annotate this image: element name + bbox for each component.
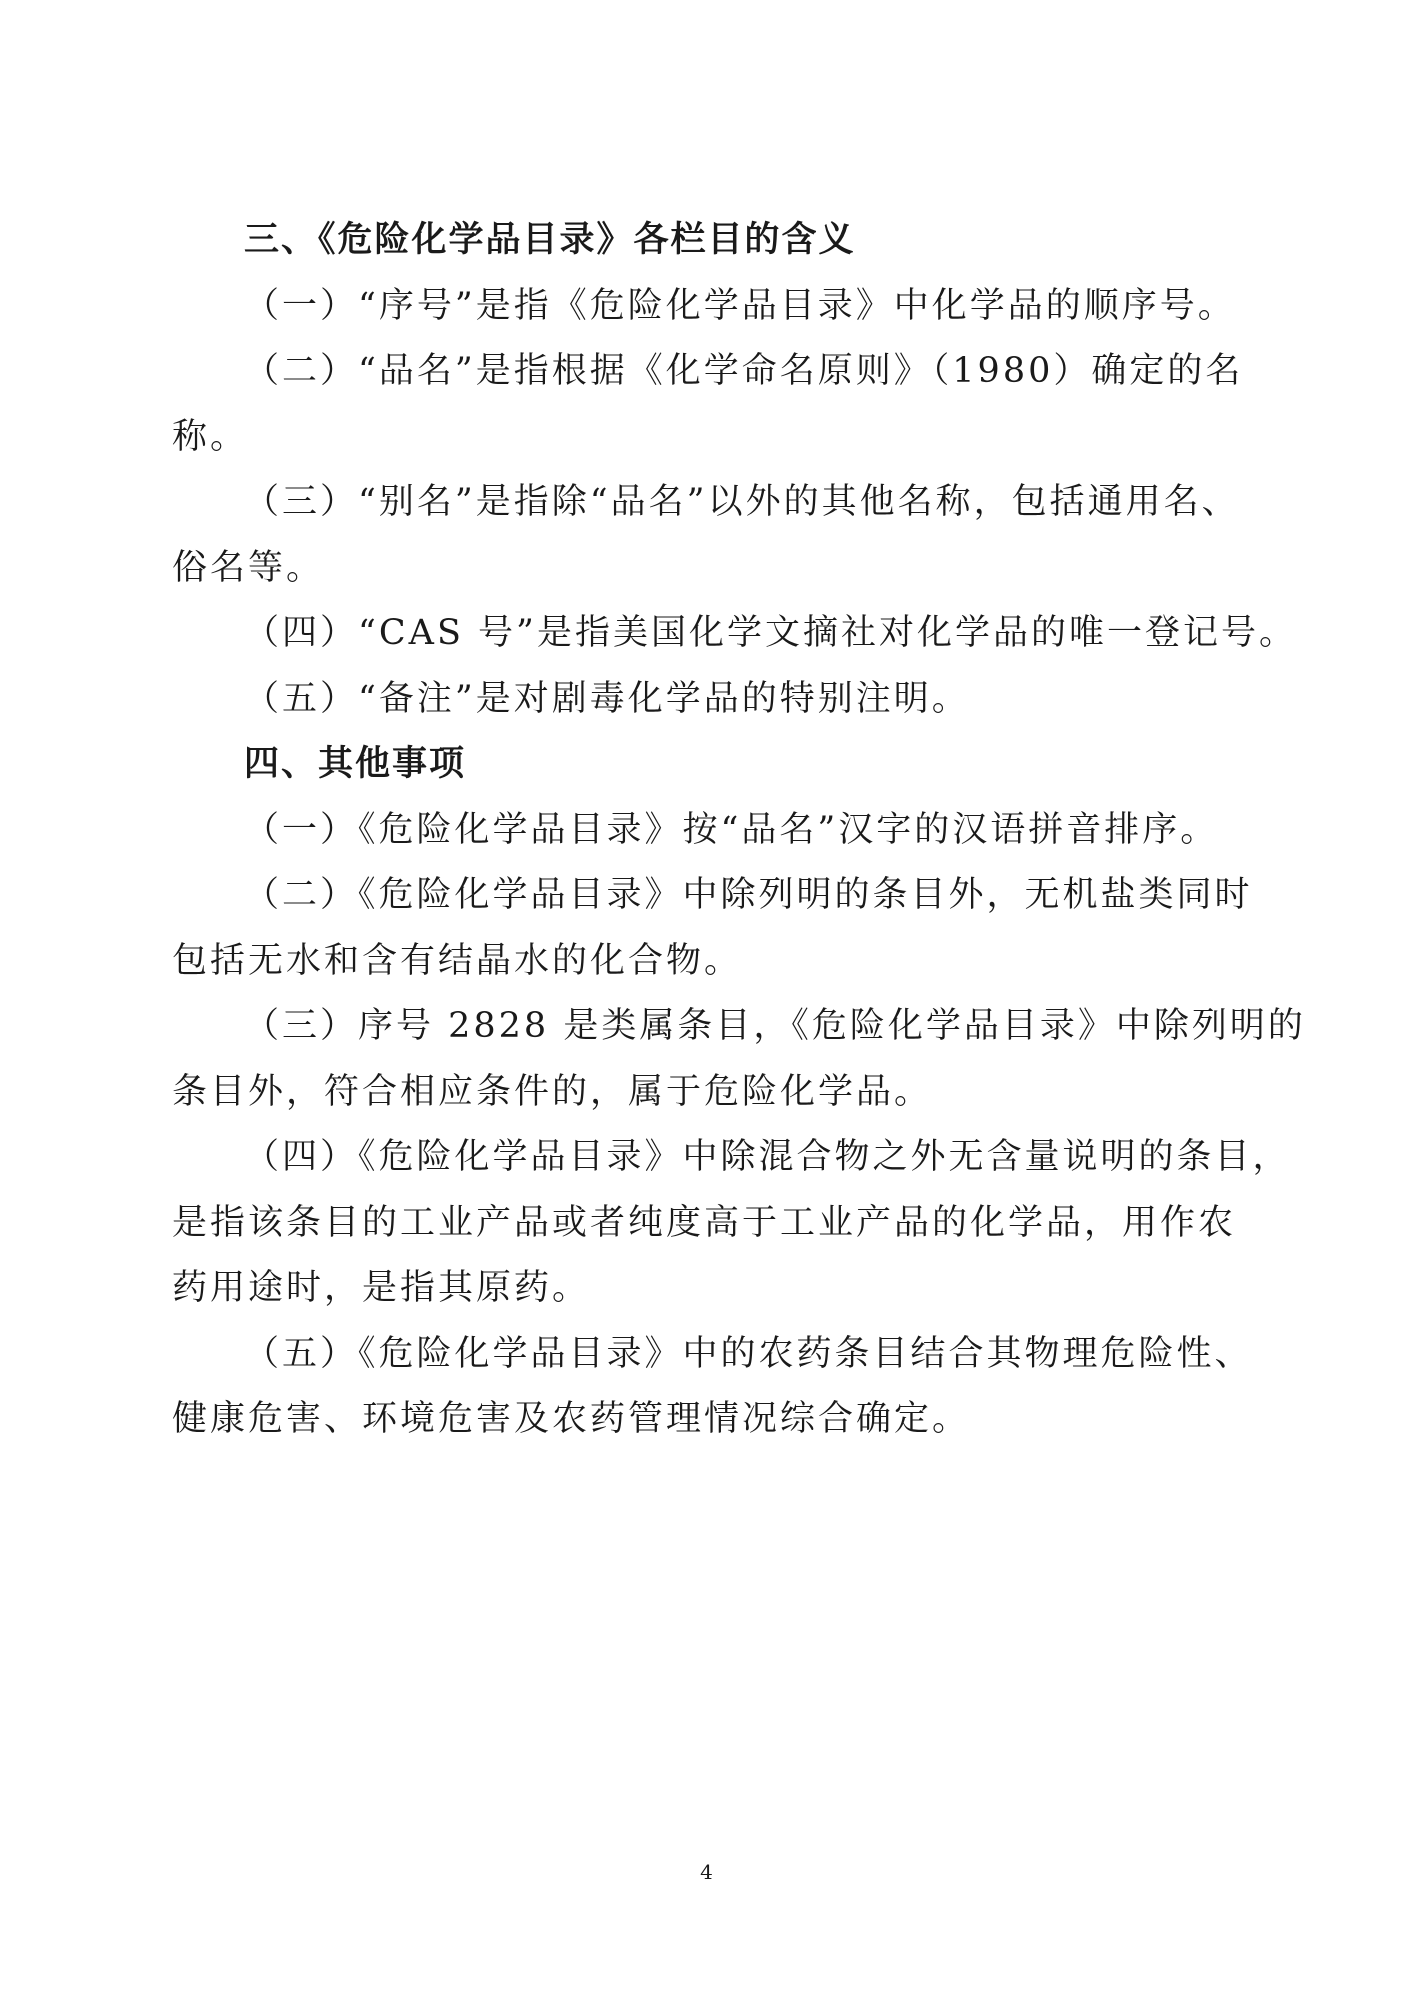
section3-item-5 [172,667,1244,733]
paragraph-line: （五）《危险化学品目录》中的农药条目结合其物理危险性、 [244,1333,1253,1374]
section4-item-5 [172,1322,1253,1453]
paragraph-line: 健康危害、环境危害及农药管理情况综合确定。 [172,1399,971,1439]
paragraph-line: （二）《危险化学品目录》中除列明的条目外，无机盐类同时 [244,875,1253,915]
paragraph-line: 药用途时，是指其原药。 [172,1268,591,1308]
paragraph-line: （四）《危险化学品目录》中除混合物之外无含量说明的条目， [244,1137,1291,1177]
section4-item-4 [172,1125,1291,1322]
page-content [172,208,1306,1453]
section4-heading: 四、其他事项 [244,744,467,784]
paragraph-line: 条目外，符合相应条件的，属于危险化学品。 [172,1071,933,1112]
section3-item-3 [172,470,1244,601]
paragraph-line: （一）“序号”是指《危险化学品目录》中化学品的顺序号。 [244,285,1236,326]
paragraph-line: （三）“别名”是指除“品名”以外的其他名称，包括通用名、 [244,482,1240,522]
section3-heading: 三、《危险化学品目录》各栏目的含义 [244,220,856,260]
paragraph-line: 是指该条目的工业产品或者纯度高于工业产品的化学品，用作农 [172,1202,1237,1243]
paragraph-line: 包括无水和含有结晶水的化合物。 [172,940,743,981]
section3-item-1 [172,274,1244,340]
paragraph-line: （三）序号 2828 是类属条目，《危险化学品目录》中除列明的 [244,1006,1306,1046]
paragraph-line: 称。 [172,416,249,457]
page-number: 4 [700,1860,713,1884]
paragraph-line: （四）“CAS 号”是指美国化学文摘社对化学品的唯一登记号。 [244,613,1297,653]
section3-item-4 [172,601,1297,667]
paragraph-line: （二）“品名”是指根据《化学命名原则》（1980）确定的名 [244,351,1244,391]
paragraph-line: （一）《危险化学品目录》按“品名”汉字的汉语拼音排序。 [244,809,1219,850]
section4-item-2 [172,863,1253,994]
section4-item-3 [172,994,1306,1125]
section4-item-1 [172,798,1244,864]
section3-item-2 [172,339,1244,470]
paragraph-line: （五）“备注”是对剧毒化学品的特别注明。 [244,678,970,719]
paragraph-line: 俗名等。 [172,547,325,588]
